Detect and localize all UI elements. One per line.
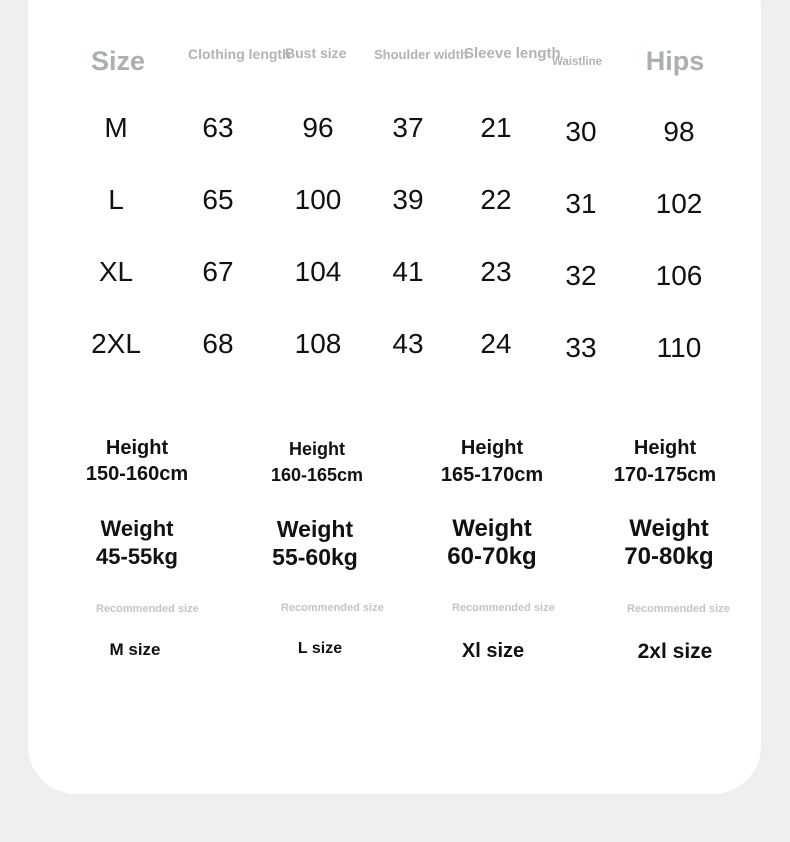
- cell-shoulder-width: 43: [392, 328, 424, 359]
- cell-clothing-length: 68: [202, 328, 234, 359]
- recommended-size-label: Recommended size: [281, 602, 384, 614]
- header-bust-size: Bust size: [285, 45, 347, 61]
- cell-sleeve-length: 21: [480, 112, 512, 143]
- recommended-size: Xl size: [461, 640, 525, 662]
- cell-sleeve-length: 23: [480, 256, 512, 287]
- cell-waistline: 30: [565, 116, 597, 147]
- recommended-size-label: Recommended size: [452, 602, 555, 614]
- cell-clothing-length: 67: [202, 256, 234, 287]
- recommended-size: L size: [297, 640, 343, 657]
- weight-label: Weight: [100, 516, 174, 541]
- weight-label: Weight: [629, 515, 709, 542]
- weight-block: [447, 515, 536, 571]
- weight-range: 45-55kg: [96, 544, 178, 569]
- height-label: Height: [288, 439, 345, 459]
- weight-range: 55-60kg: [272, 544, 358, 570]
- cell-hips: 110: [656, 332, 702, 363]
- height-block: [86, 435, 188, 487]
- cell-hips: 98: [663, 116, 695, 147]
- cell-waistline: 31: [565, 188, 597, 219]
- recommended-size-label: Recommended size: [627, 603, 730, 615]
- header-size: Size: [90, 46, 146, 76]
- height-block: [441, 435, 543, 489]
- cell-size: 2XL: [91, 328, 141, 359]
- weight-range: 70-80kg: [624, 543, 714, 570]
- cell-size: L: [108, 184, 124, 215]
- weight-block: [272, 515, 358, 571]
- cell-bust-size: 108: [294, 328, 342, 359]
- height-range: 170-175cm: [613, 464, 717, 486]
- cell-sleeve-length: 22: [480, 184, 512, 215]
- header-waistline: Waistline: [551, 56, 603, 68]
- cell-bust-size: 100: [294, 184, 342, 215]
- cell-waistline: 33: [565, 332, 597, 363]
- recommended-size-label: Recommended size: [96, 603, 199, 615]
- header-sleeve-length: Sleeve length: [464, 45, 561, 62]
- cell-size: M: [104, 112, 128, 143]
- height-block: [614, 435, 716, 489]
- cell-shoulder-width: 41: [392, 256, 424, 287]
- weight-range: 60-70kg: [447, 543, 537, 570]
- weight-label: Weight: [276, 516, 354, 542]
- cell-shoulder-width: 37: [392, 112, 424, 143]
- weight-block: [624, 515, 713, 571]
- header-clothing-length: Clothing length: [188, 46, 291, 62]
- height-block: [271, 436, 363, 488]
- cell-clothing-length: 63: [202, 112, 234, 143]
- height-range: 165-170cm: [440, 464, 544, 486]
- cell-bust-size: 96: [302, 112, 334, 143]
- cell-clothing-length: 65: [202, 184, 234, 215]
- height-range: 160-165cm: [270, 465, 364, 485]
- cell-sleeve-length: 24: [480, 328, 512, 359]
- height-label: Height: [105, 437, 169, 459]
- recommended-size: 2xl size: [637, 640, 713, 663]
- cell-hips: 102: [655, 188, 703, 219]
- height-range: 150-160cm: [85, 463, 189, 485]
- weight-block: [96, 515, 178, 571]
- cell-size: XL: [98, 256, 134, 287]
- weight-label: Weight: [452, 515, 532, 542]
- cell-waistline: 32: [565, 260, 597, 291]
- cell-hips: 106: [655, 260, 703, 291]
- header-shoulder-width: Shoulder width: [374, 47, 468, 62]
- cell-shoulder-width: 39: [392, 184, 424, 215]
- cell-bust-size: 104: [294, 256, 342, 287]
- height-label: Height: [633, 437, 697, 459]
- recommended-size: M size: [109, 640, 161, 659]
- height-label: Height: [460, 437, 524, 459]
- header-hips: Hips: [645, 46, 705, 76]
